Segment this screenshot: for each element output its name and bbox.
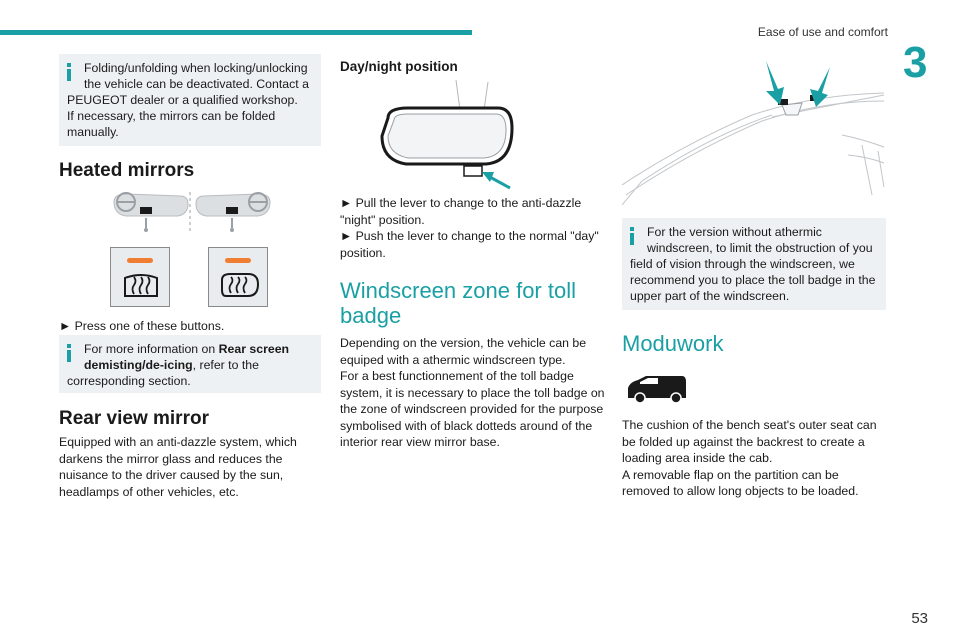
van-icon (624, 374, 690, 404)
heading-toll-badge: Windscreen zone for toll badge (340, 278, 576, 328)
moduwork-description: The cushion of the bench seat's outer seat can be folded up against the backrest to create a loading area inside the cab. A removable flap on the partition can be removed to allow long objects to be loaded. (622, 418, 877, 498)
indicator-led (225, 258, 251, 263)
lever-instructions: ► Pull the lever to change to the anti-dazzle "night" position. ► Push the lever to change to the normal "day" position. (340, 196, 599, 260)
info-line: Folding/unfolding when locking/unlocking (84, 61, 308, 75)
right-mirror-icon (196, 193, 270, 232)
rear-demist-button[interactable] (110, 247, 170, 307)
rear-mirror-description: Equipped with an anti-dazzle system, which darkens the mirror glass and reduces the nuisance to the driver caused by the sun, headlamps of other vehicles, etc. (59, 435, 297, 499)
info-bold: demisting/de-icing (84, 358, 193, 372)
info-line: the vehicle can be deactivated. Contact a (84, 77, 309, 91)
mirror-demist-button[interactable] (208, 247, 268, 307)
indicator-led (127, 258, 153, 263)
info-box-rear-screen (59, 335, 321, 393)
info-box-non-athermic (622, 218, 886, 310)
chapter-number: 3 (903, 38, 928, 87)
info-icon (630, 227, 634, 245)
left-mirror-icon (114, 193, 188, 232)
section-title: Ease of use and comfort (757, 25, 888, 39)
heated-mirrors-illustration (112, 190, 272, 235)
heading-rear-view-mirror: Rear view mirror (59, 408, 209, 429)
windscreen-toll-zone-illustration (622, 55, 886, 205)
info-text: , refer to the (192, 358, 259, 372)
info-line: field of vision through the windscreen, we (630, 257, 855, 271)
heading-moduwork: Moduwork (622, 331, 724, 356)
info-bold: Rear screen (218, 342, 290, 356)
info-line: If necessary, the mirrors can be folded (67, 109, 276, 123)
heading-heated-mirrors: Heated mirrors (59, 160, 195, 181)
info-line: manually. (67, 125, 119, 139)
info-icon (67, 344, 71, 362)
mirror-demist-icon (220, 270, 260, 300)
rear-view-mirror-illustration (378, 80, 518, 190)
info-line: PEUGEOT dealer or a qualified workshop. (67, 93, 298, 107)
toll-badge-description: Depending on the version, the vehicle can be equiped with a athermic windscreen type. For a best functionnement of the toll badge system, it is necessary to place the toll badge on the zone of windscreen provided for the purpose symbolised with of black dotteds around of the interior rear view mirror base. (340, 336, 605, 449)
heading-day-night: Day/night position (340, 59, 458, 74)
page-number: 53 (911, 610, 928, 627)
header-accent-bar (0, 30, 472, 35)
info-line: recommend you to place the toll badge in the (630, 273, 876, 287)
info-icon (67, 63, 71, 81)
info-text: For more information on (84, 342, 219, 356)
info-line: windscreen, to limit the obstruction of you (647, 241, 873, 255)
info-line: upper part of the windscreen. (630, 289, 790, 303)
info-box-folding (59, 54, 321, 146)
info-text: corresponding section. (67, 374, 191, 388)
press-buttons-text: ► Press one of these buttons. (59, 319, 225, 333)
info-line: For the version without athermic (647, 225, 822, 239)
rear-screen-demist-icon (122, 270, 160, 300)
